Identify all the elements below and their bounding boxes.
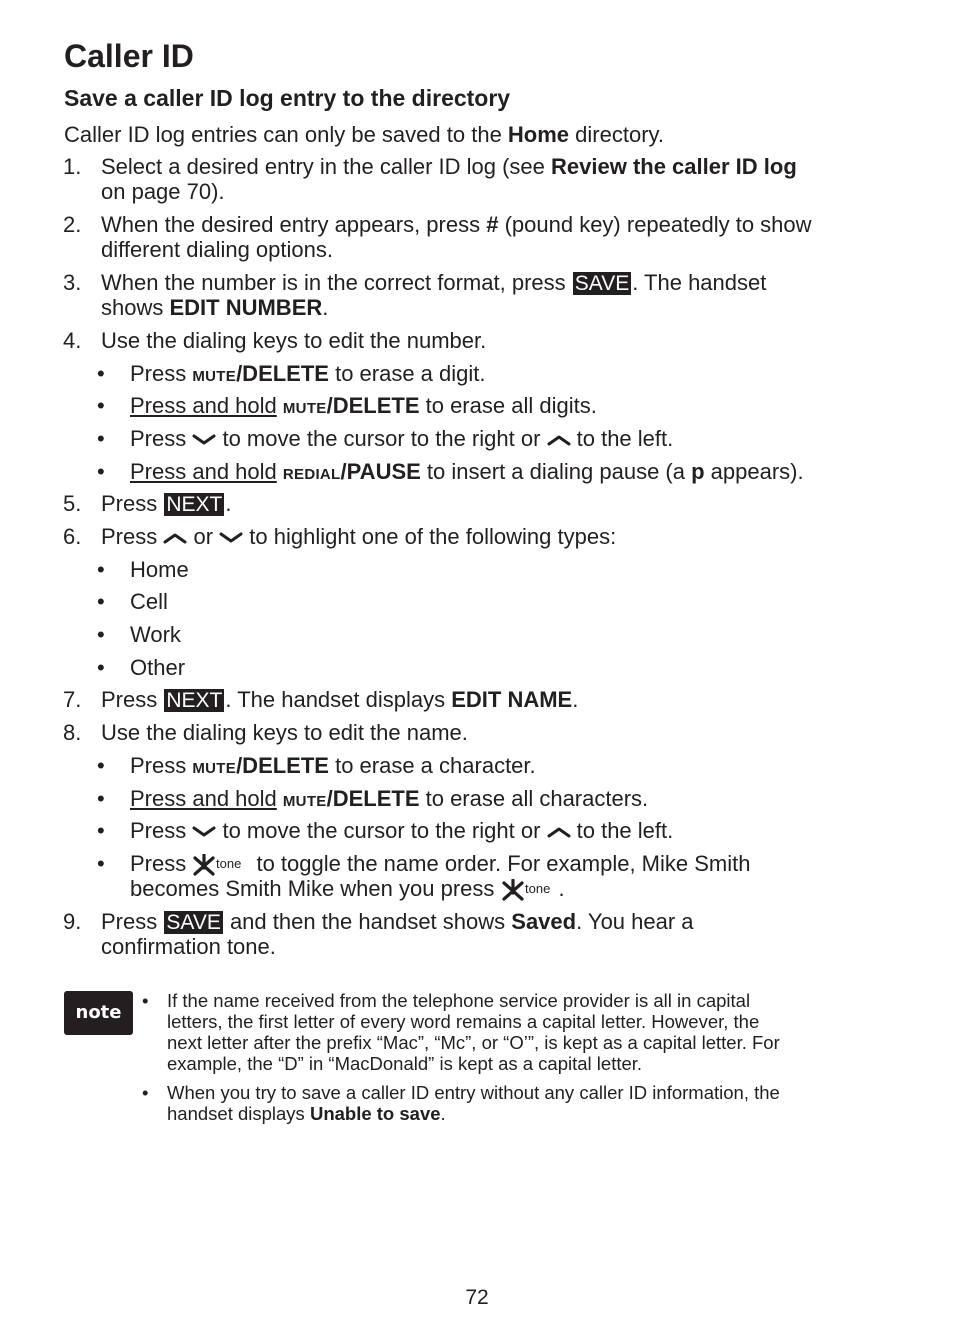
step-text: Press	[101, 909, 164, 934]
press-and-hold-text: Press and hold	[130, 459, 277, 484]
star-tone-icon	[501, 879, 559, 901]
step-text: or	[187, 524, 220, 549]
step-text: and then the handset shows	[223, 909, 512, 934]
save-softkey-label: SAVE	[166, 911, 221, 934]
step-text: . The handset	[632, 270, 767, 295]
next-softkey-label: NEXT	[166, 493, 223, 516]
step-number: 5.	[63, 491, 82, 516]
step-text: .	[225, 491, 232, 516]
delete-key-label: /DELETE	[236, 753, 329, 778]
bullet: •	[97, 753, 105, 778]
step-number: 9.	[63, 909, 82, 934]
note-text: handset displays	[167, 1103, 310, 1124]
step-text: . The handset displays	[225, 687, 452, 712]
step-text: to erase all digits.	[419, 393, 597, 418]
chevron-up-icon	[547, 433, 571, 447]
mute-key-label: MUTE	[192, 368, 237, 385]
step-1-text	[101, 154, 797, 179]
bullet: •	[97, 851, 105, 876]
step-9-text	[101, 909, 694, 934]
step-number: 4.	[63, 328, 82, 353]
step-2-text	[101, 212, 812, 237]
press-and-hold-text: Press and hold	[130, 786, 277, 811]
tone-label: tone	[524, 881, 550, 897]
step-8-bullet-3	[130, 818, 673, 843]
step-4-text: Use the dialing keys to edit the number.	[101, 328, 487, 353]
step-8-bullet-1	[130, 753, 536, 781]
bullet: •	[97, 361, 105, 386]
mute-key-label: MUTE	[192, 760, 237, 777]
step-text: to the left.	[570, 818, 674, 843]
step-text: Press	[130, 851, 193, 876]
step-7-text	[101, 687, 578, 712]
step-text: Press	[130, 361, 193, 386]
pause-key-label: /PAUSE	[340, 459, 421, 484]
step-number: 7.	[63, 687, 82, 712]
chevron-down-icon	[192, 433, 216, 447]
step-text: appears).	[704, 459, 804, 484]
chevron-up-icon	[547, 825, 571, 839]
step-text: Press	[101, 491, 164, 516]
save-softkey-label: SAVE	[574, 272, 630, 295]
type-item-cell: Cell	[130, 589, 168, 614]
step-number: 2.	[63, 212, 82, 237]
step-1-continued: on page 70).	[101, 179, 225, 204]
tone-label: tone	[216, 856, 242, 872]
step-3-text	[101, 270, 766, 295]
mute-key-label: MUTE	[282, 400, 327, 417]
note-bullet: •	[142, 1082, 149, 1103]
step-5-text	[101, 491, 232, 516]
step-text: to erase a digit.	[328, 361, 486, 386]
step-text: .	[572, 687, 579, 712]
pound-key-label: #	[486, 212, 499, 237]
pause-symbol: p	[691, 459, 705, 484]
step-8-text: Use the dialing keys to edit the name.	[101, 720, 468, 745]
bullet: •	[97, 786, 105, 811]
step-number: 1.	[63, 154, 82, 179]
step-text: shows	[101, 295, 170, 320]
review-caller-id-reference: Review the caller ID log	[551, 154, 797, 179]
step-text: Select a desired entry in the caller ID log (see	[101, 154, 552, 179]
step-text: to toggle the name order. For example, Mike Smith	[250, 851, 751, 876]
step-text: When the desired entry appears, press	[101, 212, 487, 237]
step-text: Press	[130, 818, 193, 843]
step-number: 6.	[63, 524, 82, 549]
star-tone-icon	[192, 854, 250, 876]
bullet: •	[97, 557, 105, 582]
step-8-bullet-2	[130, 786, 648, 814]
step-8-bullet-4-continued	[130, 876, 565, 901]
bullet: •	[97, 818, 105, 843]
step-9-continued: confirmation tone.	[101, 934, 276, 959]
delete-key-label: /DELETE	[236, 361, 329, 386]
step-text: .	[558, 876, 565, 901]
bullet: •	[97, 459, 105, 484]
step-text: becomes Smith Mike when you press	[130, 876, 501, 901]
step-8-bullet-4	[130, 851, 750, 876]
step-text: to insert a dialing pause (a	[420, 459, 692, 484]
step-text: to the left.	[570, 426, 674, 451]
bullet: •	[97, 655, 105, 680]
next-softkey-label: NEXT	[166, 689, 223, 712]
bullet: •	[97, 393, 105, 418]
section-heading: Save a caller ID log entry to the directory	[64, 85, 511, 111]
note-1-line: letters, the first letter of every word remains a capital letter. However, the	[167, 1011, 760, 1032]
step-text: to erase all characters.	[419, 786, 649, 811]
step-text: Press	[130, 753, 193, 778]
page-number: 72	[465, 1286, 489, 1309]
step-number: 3.	[63, 270, 82, 295]
step-text: to highlight one of the following types:	[243, 524, 617, 549]
delete-key-label: /DELETE	[326, 786, 420, 811]
step-2-continued: different dialing options.	[101, 237, 333, 262]
delete-key-label: /DELETE	[326, 393, 420, 418]
note-badge: note	[64, 991, 133, 1035]
note-1-line: If the name received from the telephone service provider is all in capital	[167, 990, 751, 1011]
step-text: to move the cursor to the right or	[216, 426, 547, 451]
note-1-line: next letter after the prefix “Mac”, “Mc”, or “O’”, is kept as a capital letter. For	[167, 1032, 780, 1053]
type-item-work: Work	[130, 622, 181, 647]
intro-text-part: directory.	[569, 122, 664, 147]
note-2-line: When you try to save a caller ID entry without any caller ID information, the	[167, 1082, 780, 1103]
intro-text	[64, 122, 664, 147]
saved-display: Saved	[511, 909, 577, 934]
step-text: Press	[130, 426, 193, 451]
intro-text-part: Caller ID log entries can only be saved to the	[64, 122, 508, 147]
home-directory-label: Home	[507, 122, 570, 147]
note-text: .	[440, 1103, 446, 1124]
unable-to-save-display: Unable to save	[309, 1103, 441, 1124]
step-4-bullet-1	[130, 361, 486, 389]
step-text: (pound key) repeatedly to show	[498, 212, 812, 237]
page-title: Caller ID	[64, 38, 194, 74]
step-text: Press	[101, 524, 164, 549]
type-item-other: Other	[130, 655, 186, 680]
step-3-continued	[101, 295, 328, 320]
step-text: .	[322, 295, 329, 320]
press-and-hold-text: Press and hold	[130, 393, 277, 418]
step-6-text	[101, 524, 616, 549]
chevron-up-icon	[163, 531, 187, 545]
note-bullet: •	[142, 990, 149, 1011]
bullet: •	[97, 426, 105, 451]
chevron-down-icon	[219, 531, 243, 545]
edit-name-display: EDIT NAME	[451, 687, 573, 712]
step-4-bullet-2	[130, 393, 597, 421]
step-text: to erase a character.	[328, 753, 536, 778]
bullet: •	[97, 589, 105, 614]
note-1-line: example, the “D” in “MacDonald” is kept as a capital letter.	[167, 1053, 643, 1074]
step-text: . You hear a	[576, 909, 694, 934]
chevron-down-icon	[192, 825, 216, 839]
note-2-line	[167, 1103, 446, 1124]
edit-number-display: EDIT NUMBER	[169, 295, 323, 320]
step-4-bullet-4	[130, 459, 804, 487]
step-text: to move the cursor to the right or	[216, 818, 547, 843]
step-number: 8.	[63, 720, 82, 745]
type-item-home: Home	[130, 557, 189, 582]
step-text: Press	[101, 687, 164, 712]
step-4-bullet-3	[130, 426, 673, 451]
redial-key-label: REDIAL	[282, 466, 341, 483]
mute-key-label: MUTE	[282, 793, 327, 810]
bullet: •	[97, 622, 105, 647]
step-text: When the number is in the correct format, press	[101, 270, 572, 295]
